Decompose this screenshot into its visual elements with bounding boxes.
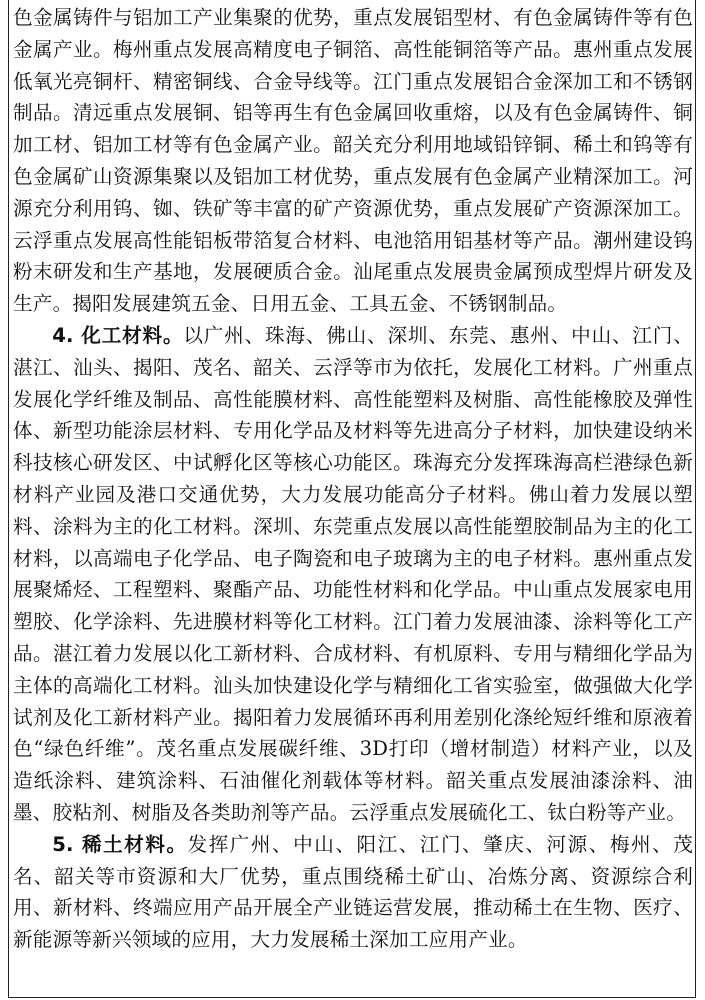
paragraph-nonferrous-continued	[13, 2, 693, 320]
section-heading-rare-earth: 5. 稀土材料。	[52, 832, 188, 856]
paragraph-chemical-materials	[13, 320, 693, 829]
paragraph-body: 发挥广州、中山、阳江、江门、肇庆、河源、梅州、茂名、韶关等市资源和大厂优势，重点围绕稀土矿山、冶炼分离、资源综合利用、新材料、终端应用产品开展全产业链运营发展，推动稀土在生物、医疗、新能源等新兴领域的应用，大力发展稀土深加工应用产业。	[13, 832, 693, 952]
section-heading-chemical: 4. 化工材料。	[52, 323, 184, 347]
document-body	[13, 2, 693, 956]
paragraph-rare-earth-materials	[13, 829, 693, 956]
paragraph-body: 色金属铸件与铝加工产业集聚的优势，重点发展铝型材、有色金属铸件等有色金属产业。梅州重点发展高精度电子铜箔、高性能铜箔等产品。惠州重点发展低氧光亮铜杆、精密铜线、合金导线等。江门重点发展铝合金深加工和不锈钢制品。清远重点发展铜、铝等再生有色金属回收重熔，以及有色金属铸件、铜加工材、铝加工材等有色金属产业。韶关充分利用地域铅锌铜、稀土和钨等有色金属矿山资源集聚以及铝加工材优势，重点发展有色金属产业精深加工。河源充分利用钨、铷、铁矿等丰富的矿产资源优势，重点发展矿产资源深加工。云浮重点发展高性能铝板带箔复合材料、电池箔用铝基材等产品。潮州建设钨粉末研发和生产基地，发展硬质合金。汕尾重点发展贵金属预成型焊片研发及生产。揭阳发展建筑五金、日用五金、工具五金、不锈钢制品。	[13, 6, 693, 316]
paragraph-body: 以广州、珠海、佛山、深圳、东莞、惠州、中山、江门、湛江、汕头、揭阳、茂名、韶关、云浮等市为依托，发展化工材料。广州重点发展化学纤维及制品、高性能膜材料、高性能塑料及树脂、高性能橡胶及弹性体、新型功能涂层材料、专用化学品及材料等先进高分子材料，加快建设纳米科技核心研发区、中试孵化区等核心功能区。珠海充分发挥珠海高栏港绿色新材料产业园及港口交通优势，大力发展功能高分子材料。佛山着力发展以塑料、涂料为主的化工材料。深圳、东莞重点发展以高性能塑胶制品为主的化工材料，以高端电子化学品、电子陶瓷和电子玻璃为主的电子材料。惠州重点发展聚烯烃、工程塑料、聚酯产品、功能性材料和化学品。中山重点发展家电用塑胶、化学涂料、先进膜材料等化工材料。江门着力发展油漆、涂料等化工产品。湛江着力发展以化工新材料、合成材料、有机原料、专用与精细化学品为主体的高端化工材料。汕头加快建设化学与精细化工省实验室，做强做大化学试剂及化工新材料产业。揭阳着力发展循环再利用差别化涤纶短纤维和原液着色“绿色纤维”。茂名重点发展碳纤维、3D打印（增材制造）材料产业，以及造纸涂料、建筑涂料、石油催化剂载体等材料。韶关重点发展油漆涂料、油墨、胶粘剂、树脂及各类助剂等产品。云浮重点发展硫化工、钛白粉等产业。	[13, 323, 694, 824]
